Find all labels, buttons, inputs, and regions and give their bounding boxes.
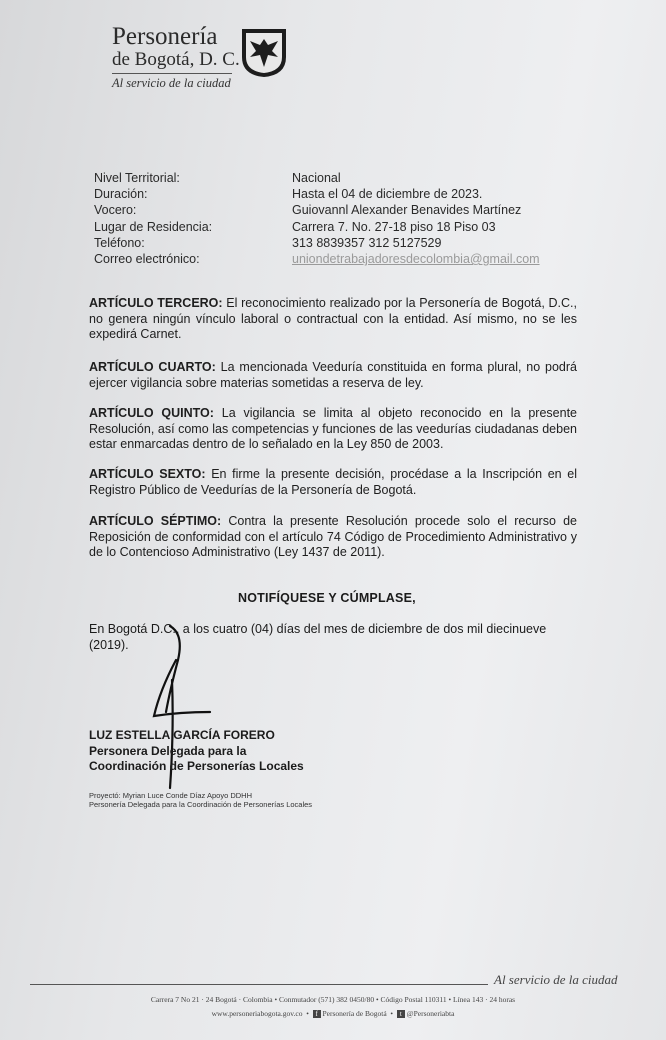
article-title: ARTÍCULO SEXTO: xyxy=(89,467,206,481)
info-value: Guiovannl Alexander Benavides Martínez xyxy=(292,203,522,218)
signer-role: Coordinación de Personerías Locales xyxy=(89,759,304,773)
closing-text: En Bogotá D.C., a los cuatro (04) días del mes de diciembre de dos mil diecinueve (2019). xyxy=(89,622,547,652)
info-row xyxy=(94,170,540,186)
footer-links: www.personeriabogota.gov.co • f Personería de Bogotá • t @Personeriabta xyxy=(211,1009,455,1019)
logo xyxy=(112,24,240,91)
article-title: ARTÍCULO QUINTO: xyxy=(89,406,214,420)
article-title: ARTÍCULO SÉPTIMO: xyxy=(89,514,222,528)
logo-tagline: Al servicio de la ciudad xyxy=(112,76,231,90)
info-label: Lugar de Residencia: xyxy=(94,219,213,234)
drafter-line: Proyectó: Myrian Luce Conde Díaz Apoyo DDHH xyxy=(89,791,252,800)
info-row xyxy=(94,235,540,251)
twitter-icon: t xyxy=(397,1010,405,1018)
footer-divider xyxy=(30,984,488,985)
article-septimo xyxy=(89,514,577,561)
info-label: Nivel Territorial: xyxy=(94,171,180,185)
facebook-link[interactable]: Personería de Bogotá xyxy=(322,1009,387,1018)
article-text: La mencionada Veeduría constituida en forma plural, no podrá ejercer vigilancia sobre materias sometidas a reserva de ley. xyxy=(89,360,578,390)
website-link[interactable]: www.personeriabogota.gov.co xyxy=(211,1009,303,1018)
info-label: Teléfono: xyxy=(94,235,145,250)
logo-divider xyxy=(112,73,232,74)
info-value: Hasta el 04 de diciembre de 2023. xyxy=(292,187,483,202)
info-row xyxy=(94,202,540,218)
drafter-line: Personería Delegada para la Coordinación de Personerías Locales xyxy=(89,800,313,809)
info-label: Duración: xyxy=(94,187,148,202)
footer-tagline: Al servicio de la ciudad xyxy=(494,972,618,987)
signer-role: Personera Delegada para la xyxy=(89,743,247,758)
article-text: El reconocimiento realizado por la Personería de Bogotá, D.C., no genera ningún vínculo laboral o contractual con la entidad. Así mismo, no se les expedirá Carnet. xyxy=(89,296,578,342)
article-cuarto xyxy=(89,360,577,391)
article-quinto xyxy=(89,406,577,453)
notify-heading: NOTIFÍQUESE Y CÚMPLASE, xyxy=(238,591,416,605)
twitter-link[interactable]: @Personeriabta xyxy=(406,1009,455,1018)
signer-name: LUZ ESTELLA GARCÍA FORERO xyxy=(89,728,275,742)
facebook-icon: f xyxy=(313,1010,321,1018)
article-title: ARTÍCULO TERCERO: xyxy=(89,296,223,310)
info-row xyxy=(94,219,540,235)
info-label: Vocero: xyxy=(94,203,137,218)
article-tercero xyxy=(89,296,577,343)
logo-subtitle: de Bogotá, D. C. xyxy=(112,49,240,70)
email-link[interactable]: uniondetrabajadoresdecolombia@gmail.com xyxy=(292,252,540,267)
article-sexto xyxy=(89,467,577,498)
article-text: Contra la presente Resolución procede solo el recurso de Reposición de conformidad con el artículo 74 Código de Procedimiento Administrativo y de lo Contencioso Administrativo (Ley 1437 de 2011). xyxy=(89,514,578,560)
info-row xyxy=(94,186,540,202)
info-value: Carrera 7. No. 27-18 piso 18 Piso 03 xyxy=(292,219,496,234)
info-label: Correo electrónico: xyxy=(94,252,200,267)
info-value: Nacional xyxy=(292,171,341,185)
article-text: La vigilancia se limita al objeto reconocido en la presente Resolución, así como las competencias y funciones de las veedurías ciudadanas deben estar enmarcadas dentro de lo señalado en la Ley 850 de 2003. xyxy=(89,406,577,452)
coat-of-arms-icon xyxy=(240,27,288,79)
footer-address: Carrera 7 No 21 · 24 Bogotá · Colombia • Conmutador (571) 382 0450/80 • Código Postal 110311 • Línea 143 · 24 horas xyxy=(150,995,516,1004)
signer-block xyxy=(89,728,304,775)
info-value: 313 8839357 312 5127529 xyxy=(292,235,442,250)
article-title: ARTÍCULO CUARTO: xyxy=(89,360,216,374)
info-row xyxy=(94,251,540,267)
logo-name: Personería xyxy=(112,23,218,50)
drafter-note xyxy=(89,791,312,809)
article-text: En firme la presente decisión, procédase a la Inscripción en el Registro Público de Veedurías de la Personería de Bogotá. xyxy=(89,467,577,497)
info-table xyxy=(94,170,540,267)
